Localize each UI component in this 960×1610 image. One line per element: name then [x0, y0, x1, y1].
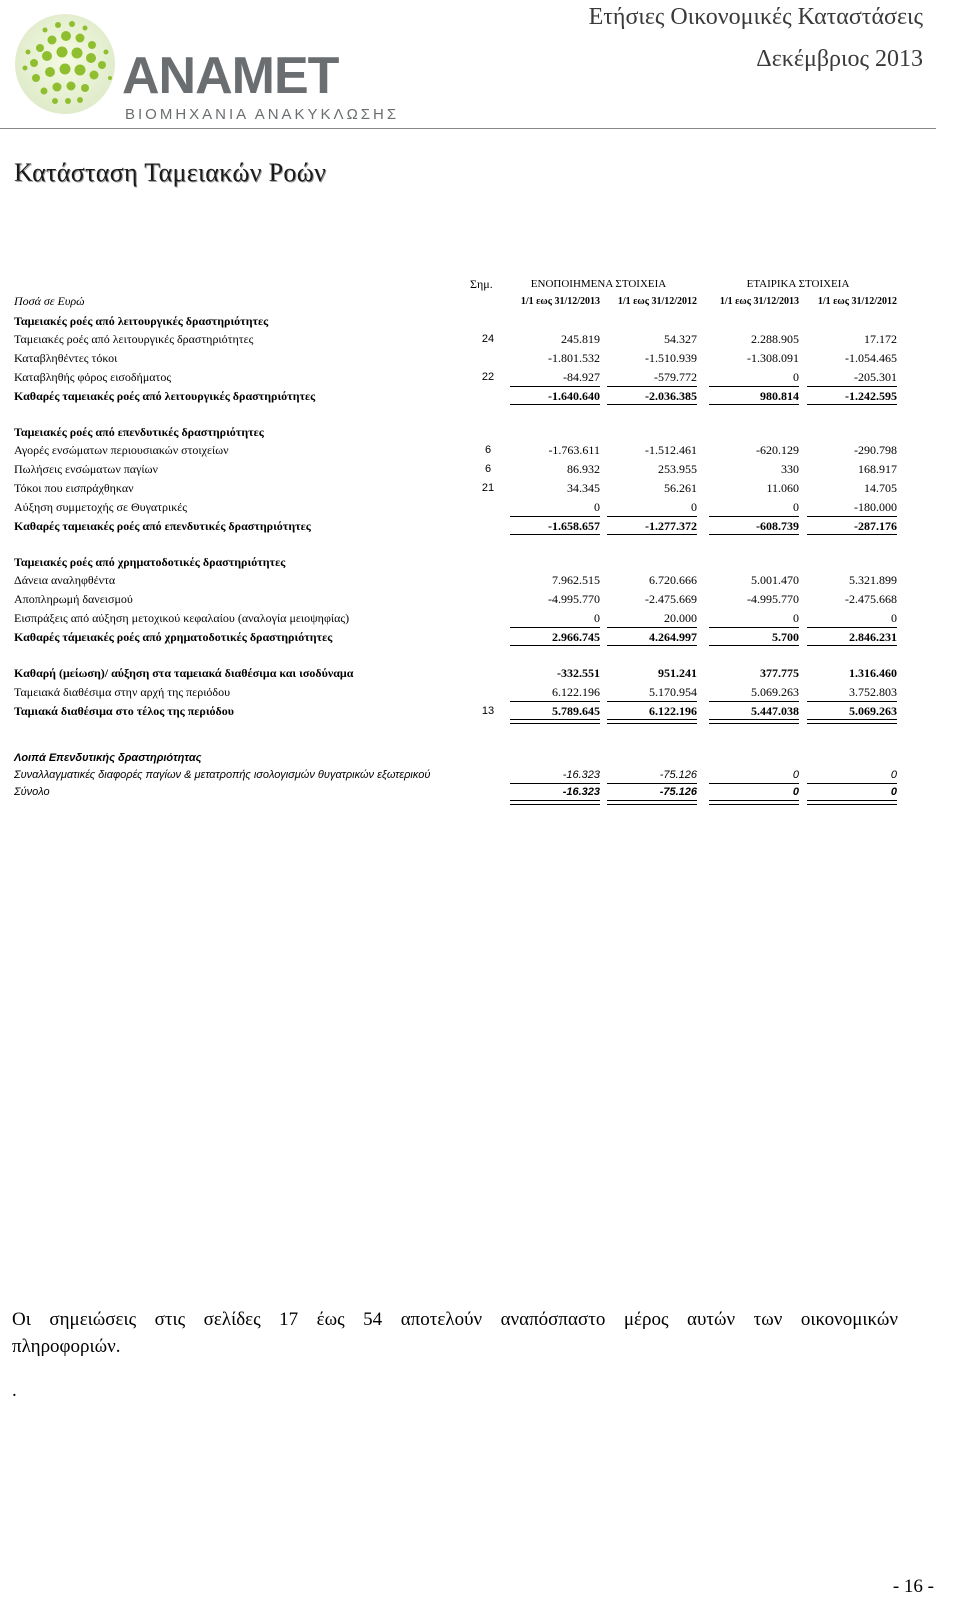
total-rule	[607, 645, 697, 646]
total-value: -608.739	[756, 519, 799, 533]
closing-cash-label: Ταμιακά διαθέσιμα στο τέλος της περιόδου	[14, 704, 235, 718]
subtotal-rule	[607, 701, 697, 702]
row-label: Αύξηση συμμετοχής σε Θυγατρικές	[14, 500, 188, 514]
section-heading-financing: Ταμειακές ροές από χρηματοδοτικές δραστηριότητες	[14, 555, 286, 569]
subtotal-rule	[807, 386, 897, 387]
row-note: 13	[481, 705, 495, 717]
cell-value: 168.917	[858, 462, 897, 476]
cell-value: 0	[594, 611, 600, 625]
row-note: 21	[481, 482, 495, 494]
cell-value: 6.720.666	[649, 573, 697, 587]
period-header: 1/1 εως 31/12/2013	[719, 296, 799, 307]
total-rule	[607, 534, 697, 535]
page-number: - 16 -	[892, 1576, 934, 1597]
total-value: 5.069.263	[849, 704, 897, 718]
section-heading-other: Λοιπά Επενδυτικής δραστηριότητας	[14, 752, 202, 764]
subtotal-rule	[510, 386, 600, 387]
cell-value: 2.288.905	[751, 332, 799, 346]
period-header: 1/1 εως 31/12/2013	[520, 296, 600, 307]
cell-value: 6.122.196	[552, 685, 600, 699]
row-label: Αγορές ενσώματων περιουσιακών στοιχείων	[14, 443, 229, 457]
cell-value: -1.308.091	[747, 351, 799, 365]
cell-value: -84.927	[563, 370, 600, 384]
logo-wordmark: ANAMET	[122, 47, 339, 105]
consolidated-group-header: ΕΝΟΠΟΙΗΜΕΝΑ ΣΤΟΙΧΕΙΑ	[530, 278, 667, 290]
cell-value: -579.772	[654, 370, 697, 384]
subtotal-rule	[607, 627, 697, 628]
subtotal-rule	[607, 386, 697, 387]
cell-value: 7.962.515	[552, 573, 600, 587]
subtotal-rule	[709, 386, 799, 387]
total-value: -1.277.372	[645, 519, 697, 533]
total-rule	[510, 645, 600, 646]
double-rule	[510, 800, 600, 805]
row-label: Τόκοι που εισπράχθηκαν	[14, 481, 134, 495]
company-group-header: ΕΤΑΙΡΙΚΑ ΣΤΟΙΧΕΙΑ	[746, 278, 850, 290]
cell-value: -205.301	[854, 370, 897, 384]
total-value: -1.242.595	[845, 389, 897, 403]
total-value: 0	[890, 786, 897, 798]
subtotal-rule	[709, 627, 799, 628]
cell-value: -1.512.461	[645, 443, 697, 457]
logo-subtitle: ΒΙΟΜΗΧΑΝΙΑ ΑΝΑΚΥΚΛΩΣΗΣ	[125, 106, 400, 123]
cell-value: 0	[891, 611, 897, 625]
subtotal-rule	[510, 783, 600, 784]
subtotal-rule	[510, 627, 600, 628]
cell-value: 20.000	[664, 611, 697, 625]
cell-value: -2.475.669	[645, 592, 697, 606]
total-value: 6.122.196	[649, 704, 697, 718]
total-value: -2.036.385	[645, 389, 697, 403]
currency-label: Ποσά σε Ευρώ	[14, 294, 85, 308]
cell-value: 14.705	[864, 481, 897, 495]
cell-value: 0	[890, 769, 897, 781]
total-value: 1.316.460	[849, 666, 897, 680]
cell-value: 0	[793, 370, 799, 384]
total-value: -332.551	[557, 666, 600, 680]
total-label: Καθαρές ταμειακές ροές από λειτουργικές δραστηριότητες	[14, 389, 316, 403]
section-heading-investing: Ταμειακές ροές από επενδυτικές δραστηριότητες	[14, 425, 264, 439]
footer-note: Οι σημειώσεις στις σελίδες 17 έως 54 αποτελούν αναπόσπαστο μέρος αυτών των οικονομικών	[12, 1309, 898, 1330]
cell-value: -1.763.611	[548, 443, 600, 457]
double-rule	[807, 800, 897, 805]
cell-value: 11.060	[766, 481, 799, 495]
total-rule	[510, 534, 600, 535]
cell-value: 0	[594, 500, 600, 514]
row-label: Συναλλαγματικές διαφορές παγίων & μετατροπής ισολογισμών θυγατρικών εξωτερικού	[14, 769, 431, 781]
total-rule	[607, 404, 697, 405]
total-value: 377.775	[760, 666, 799, 680]
total-value: 4.264.997	[649, 630, 697, 644]
header-divider	[0, 128, 936, 129]
cell-value: -1.801.532	[548, 351, 600, 365]
total-rule	[709, 534, 799, 535]
total-label: Καθαρές ταμειακές ροές από επενδυτικές δραστηριότητες	[14, 519, 311, 533]
subtotal-rule	[807, 627, 897, 628]
subtotal-rule	[607, 783, 697, 784]
double-rule	[607, 800, 697, 805]
total-value: -16.323	[562, 786, 600, 798]
row-note: 22	[481, 371, 495, 383]
cell-value: -1.054.465	[845, 351, 897, 365]
document-date: Δεκέμβριος 2013	[756, 46, 923, 72]
total-value: 951.241	[658, 666, 697, 680]
cell-value: 5.321.899	[849, 573, 897, 587]
cell-value: 245.819	[561, 332, 600, 346]
section-heading-operating: Ταμειακές ροές από λειτουργικές δραστηριότητες	[14, 314, 269, 328]
row-label: Ταμειακές ροές από λειτουργικές δραστηριότητες	[14, 332, 254, 346]
cell-value: 0	[691, 500, 697, 514]
cell-value: 0	[793, 500, 799, 514]
double-rule	[709, 719, 799, 724]
total-rule	[807, 534, 897, 535]
cell-value: 0	[792, 769, 799, 781]
total-value: -75.126	[659, 786, 697, 798]
cell-value: -290.798	[854, 443, 897, 457]
double-rule	[510, 719, 600, 724]
row-label: Δάνεια αναληφθέντα	[14, 573, 116, 587]
row-label: Καταβληθέντες τόκοι	[14, 351, 118, 365]
document-title: Ετήσιες Οικονομικές Καταστάσεις	[588, 4, 923, 30]
row-label: Αποπληρωμή δανεισμού	[14, 592, 133, 606]
cell-value: 54.327	[664, 332, 697, 346]
row-note: 24	[481, 333, 495, 345]
total-value: -1.640.640	[548, 389, 600, 403]
note-column-header: Σημ.	[470, 277, 493, 291]
subtotal-rule	[709, 516, 799, 517]
cell-value: -16.323	[562, 769, 600, 781]
cell-value: -180.000	[854, 500, 897, 514]
total-value: 5.447.038	[751, 704, 799, 718]
cell-value: -4.995.770	[548, 592, 600, 606]
cell-value: 34.345	[567, 481, 600, 495]
total-rule	[510, 404, 600, 405]
total-value: 2.966.745	[552, 630, 600, 644]
net-change-label: Καθαρή (μείωση)/ αύξηση στα ταμειακά διαθέσιμα και ισοδύναμα	[14, 666, 354, 680]
cell-value: 56.261	[664, 481, 697, 495]
cell-value: 86.932	[567, 462, 600, 476]
period-header: 1/1 εως 31/12/2012	[617, 296, 697, 307]
total-value: 2.846.231	[849, 630, 897, 644]
cell-value: 5.170.954	[649, 685, 697, 699]
cell-value: 3.752.803	[849, 685, 897, 699]
subtotal-rule	[510, 516, 600, 517]
total-rule	[709, 645, 799, 646]
total-value: -287.176	[854, 519, 897, 533]
total-rule	[807, 645, 897, 646]
double-rule	[709, 800, 799, 805]
total-value: 5.700	[772, 630, 799, 644]
subtotal-rule	[510, 701, 600, 702]
cell-value: -620.129	[756, 443, 799, 457]
row-label: Εισπράξεις από αύξηση μετοχικού κεφαλαίου (αναλογία μειοψηφίας)	[14, 611, 350, 625]
cell-value: -1.510.939	[645, 351, 697, 365]
row-label: Καταβληθής φόρος εισοδήματος	[14, 370, 172, 384]
footer-note-continued: πληροφοριών.	[12, 1336, 121, 1357]
total-value: -1.658.657	[548, 519, 600, 533]
subtotal-rule	[807, 701, 897, 702]
cell-value: -75.126	[659, 769, 697, 781]
cell-value: -2.475.668	[845, 592, 897, 606]
subtotal-rule	[807, 783, 897, 784]
cell-value: 253.955	[658, 462, 697, 476]
logo-sphere-icon	[10, 8, 125, 120]
row-note: 6	[484, 463, 492, 475]
total-value: 5.789.645	[552, 704, 600, 718]
cell-value: 5.001.470	[751, 573, 799, 587]
double-rule	[607, 719, 697, 724]
cell-value: 330	[781, 462, 799, 476]
row-label: Πωλήσεις ενσώματων παγίων	[14, 462, 158, 476]
cell-value: -4.995.770	[747, 592, 799, 606]
total-value: 980.814	[760, 389, 799, 403]
cell-value: 17.172	[864, 332, 897, 346]
total-value: 0	[792, 786, 799, 798]
footer-dot: .	[12, 1380, 17, 1401]
subtotal-rule	[607, 516, 697, 517]
period-header: 1/1 εως 31/12/2012	[817, 296, 897, 307]
subtotal-rule	[709, 783, 799, 784]
row-note: 6	[484, 444, 492, 456]
subtotal-rule	[709, 701, 799, 702]
cell-value: 5.069.263	[751, 685, 799, 699]
total-rule	[807, 404, 897, 405]
total-label: Καθαρές τάμειακές ροές από χρηματοδοτικές δραστηριότητες	[14, 630, 333, 644]
cell-value: 0	[793, 611, 799, 625]
double-rule	[807, 719, 897, 724]
page-title: Κατάσταση Ταμειακών Ροών	[14, 158, 327, 187]
total-label: Σύνολο	[14, 786, 50, 798]
total-rule	[709, 404, 799, 405]
subtotal-rule	[807, 516, 897, 517]
opening-cash-label: Ταμειακά διαθέσιμα στην αρχή της περιόδου	[14, 685, 231, 699]
